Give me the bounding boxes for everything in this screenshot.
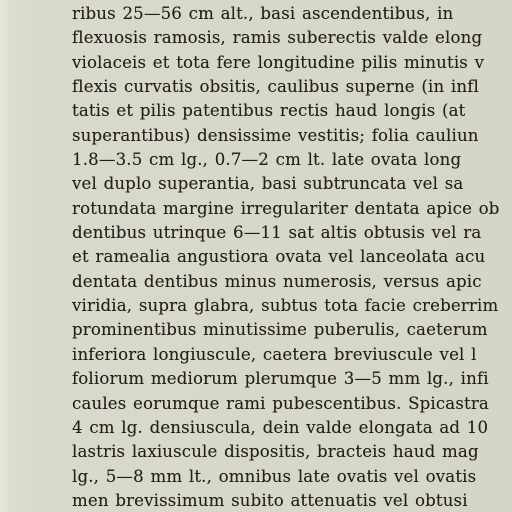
text-block [72, 2, 512, 512]
text-line: superantibus) densissime vestitis; folia cauliun [72, 125, 479, 145]
text-line: vel duplo superantia, basi subtruncata vel sa [72, 174, 464, 194]
text-line: violaceis et tota fere longitudine pilis minutis v [72, 52, 485, 72]
text-line: flexis curvatis obsitis, caulibus superne (in infl [72, 77, 479, 97]
text-line: 1.8—3.5 cm lg., 0.7—2 cm lt. late ovata long [72, 150, 462, 170]
text-line: dentibus utrinque 6—11 sat altis obtusis vel ra [72, 223, 482, 243]
page-left-margin [0, 0, 12, 512]
text-line: lg., 5—8 mm lt., omnibus late ovatis vel ovatis [72, 466, 477, 486]
text-line: inferiora longiuscule, caetera breviuscule vel l [72, 344, 477, 364]
text-line: dentata dentibus minus numerosis, versus apic [72, 271, 482, 291]
text-line: viridia, supra glabra, subtus tota facie creberrim [72, 296, 499, 316]
text-line: prominentibus minutissime puberulis, caeterum [72, 320, 488, 340]
text-line: tatis et pilis patentibus rectis haud longis (at [72, 101, 466, 121]
text-line: ribus 25—56 cm alt., basi ascendentibus, in [72, 4, 454, 23]
text-line: 4 cm lg. densiuscula, dein valde elongata ad 10 [72, 417, 489, 437]
text-line: foliorum mediorum plerumque 3—5 mm lg., infi [72, 369, 489, 389]
text-line: lastris laxiuscule dispositis, bracteis haud mag [72, 442, 479, 462]
text-line: et ramealia angustiora ovata vel lanceolata acu [72, 247, 486, 267]
text-line: flexuosis ramosis, ramis suberectis valde elong [72, 28, 483, 48]
text-line: rotundata margine irregulariter dentata apice ob [72, 198, 500, 218]
text-line: men brevissimum subito attenuatis vel obtusi [72, 490, 468, 510]
text-line: caules eorumque rami pubescentibus. Spicastra [72, 393, 489, 413]
